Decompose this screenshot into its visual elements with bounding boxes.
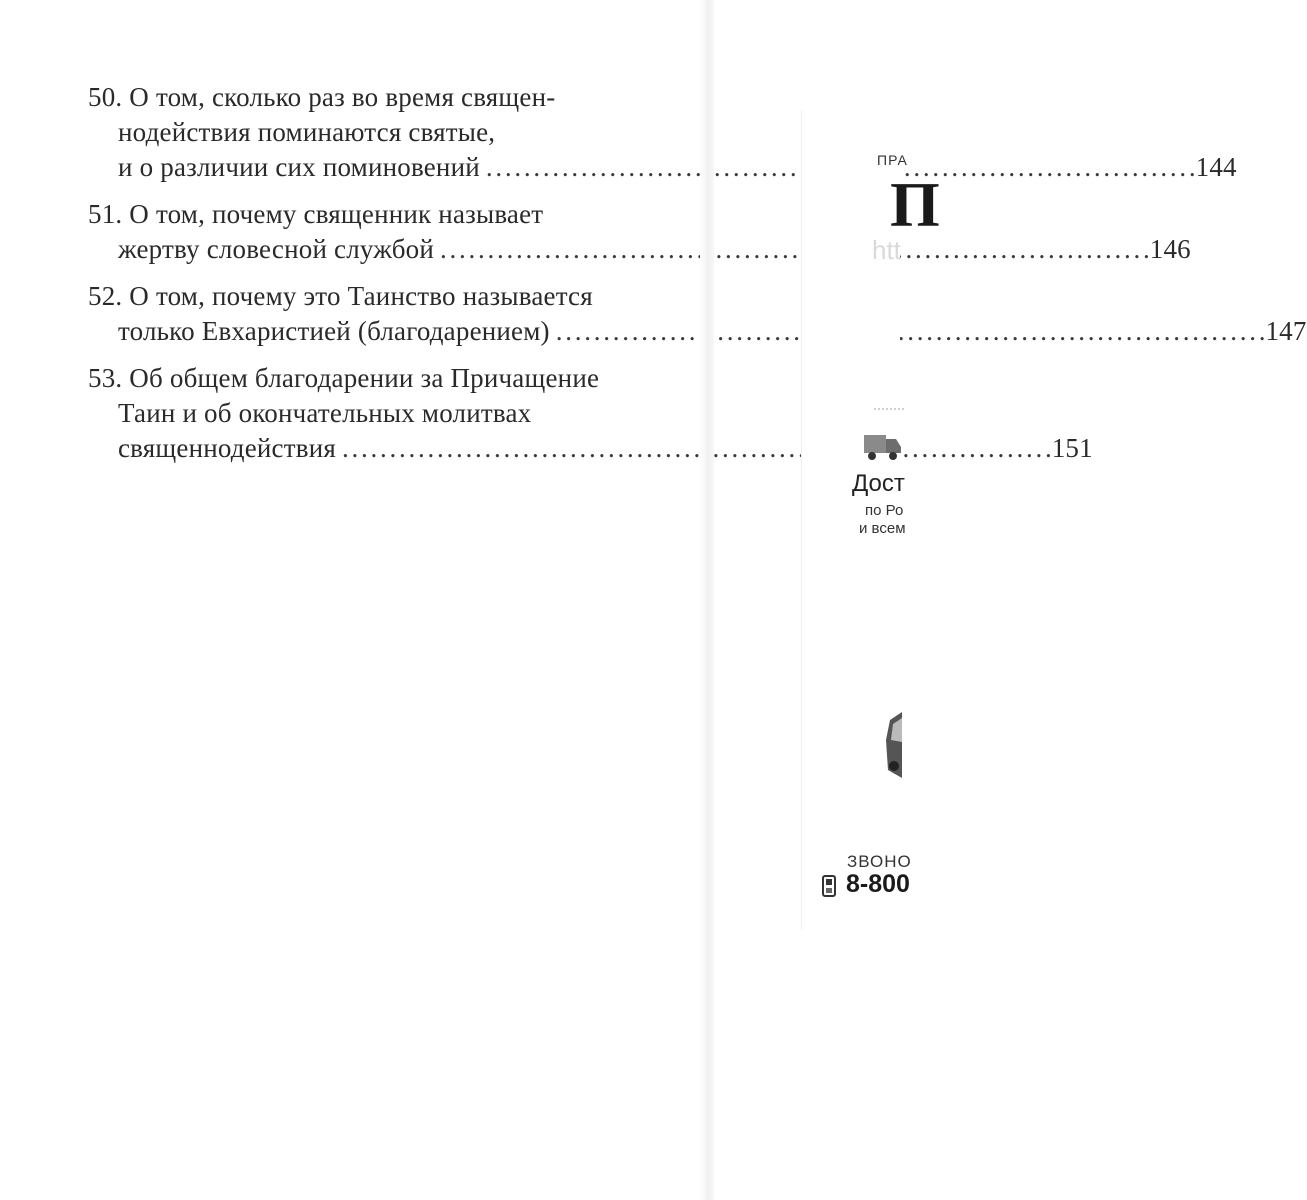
ad-delivery-sub: и всем <box>859 520 906 537</box>
ad-header-text: ПРА <box>877 152 908 168</box>
ad-separator <box>874 408 904 410</box>
ad-delivery-sub: по Ро <box>865 502 904 519</box>
toc-line: нодействия поминаются святые, <box>118 117 496 147</box>
ad-phone-number: 8-800 <box>846 870 910 898</box>
phone-icon <box>822 875 836 897</box>
car-icon <box>882 710 902 780</box>
toc-page-number: 146 <box>1149 234 1191 264</box>
ad-big-letter: П <box>890 169 940 240</box>
toc-line: 51. О том, почему священник называет <box>88 199 544 229</box>
advertisement-panel <box>802 110 940 930</box>
ad-call-text: ЗВОНО <box>847 852 912 871</box>
toc-entry-title: и о различии сих поминовений <box>118 152 480 182</box>
book-gutter <box>700 0 714 1200</box>
toc-entry <box>88 361 1093 466</box>
toc-entry <box>88 279 1307 349</box>
toc-entry-title: только Евхаристией (благодарением) <box>118 316 550 346</box>
dot-leader <box>440 232 1148 267</box>
toc-last-line <box>88 431 1093 466</box>
toc-page-number: 144 <box>1195 152 1237 182</box>
ad-delivery-text: Дост <box>852 470 905 497</box>
toc-page-number: 147 <box>1265 316 1307 346</box>
toc-entry-title: жертву словесной службой <box>118 234 435 264</box>
toc-line: 53. Об общем благодарении за Причащение <box>88 363 600 393</box>
ad-url: htt <box>872 235 901 265</box>
toc-line: 52. О том, почему это Таинство называется <box>88 281 593 311</box>
toc-line: 50. О том, сколько раз во время священ- <box>88 82 556 112</box>
dot-leader <box>342 431 1050 466</box>
dot-leader <box>556 314 1264 349</box>
toc-line: Таин и об окончательных молитвах <box>118 398 532 428</box>
truck-icon <box>862 425 902 465</box>
toc-last-line <box>88 314 1307 349</box>
toc-entry-title: священнодействия <box>118 433 336 463</box>
toc-page-number: 151 <box>1051 433 1093 463</box>
